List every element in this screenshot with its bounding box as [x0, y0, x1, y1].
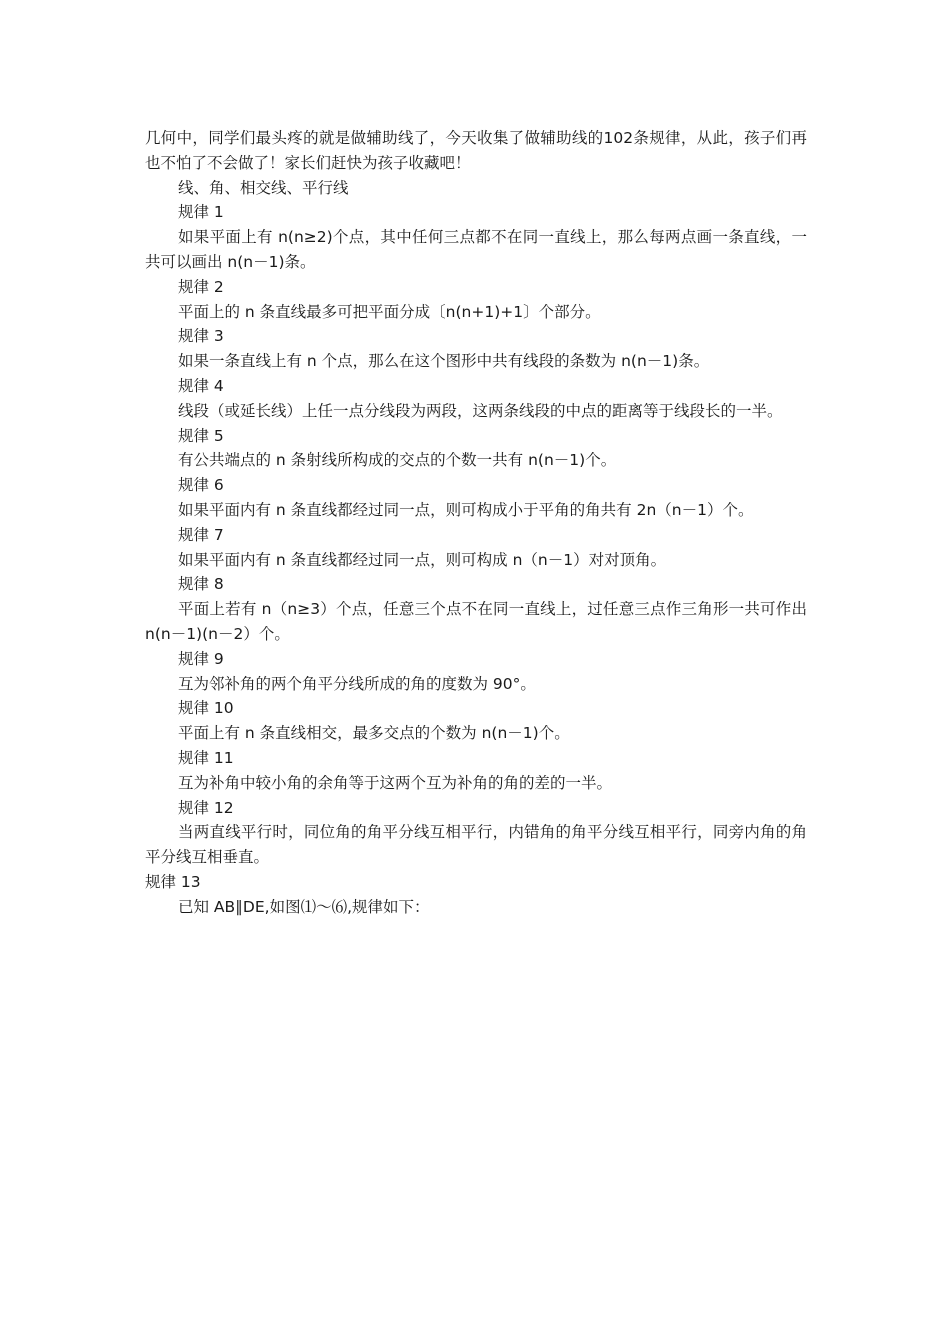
rule-11-text: 互为补角中较小角的余角等于这两个互为补角的角的差的一半。: [178, 773, 613, 792]
rule-9-title: 规律 9: [178, 649, 224, 668]
document-body: [145, 126, 807, 920]
section-title: 线、角、相交线、平行线: [178, 178, 349, 197]
rule-12-title: 规律 12: [178, 798, 234, 817]
rule-1-title: 规律 1: [178, 203, 224, 222]
intro-paragraph: 几何中，同学们最头疼的就是做辅助线了，今天收集了做辅助线的102条规律，从此，孩子们再也不怕了不会做了！家长们赶快为孩子收藏吧！: [145, 129, 807, 172]
rule-1-text: 如果平面上有 n(n≥2)个点，其中任何三点都不在同一直线上，那么每两点画一条直线，一共可以画出 n(n－1)条。: [145, 228, 807, 271]
rule-8-text: 平面上若有 n（n≥3）个点，任意三个点不在同一直线上，过任意三点作三角形一共可作出 n(n－1)(n－2）个。: [145, 600, 807, 643]
rule-3-text: 如果一条直线上有 n 个点，那么在这个图形中共有线段的条数为 n(n－1)条。: [178, 352, 710, 371]
rule-3-title: 规律 3: [178, 327, 224, 346]
rule-11-title: 规律 11: [178, 748, 234, 767]
rule-13-title: 规律 13: [145, 872, 201, 891]
rule-6-text: 如果平面内有 n 条直线都经过同一点，则可构成小于平角的角共有 2n（n－1）个。: [178, 500, 754, 519]
rule-10-text: 平面上有 n 条直线相交，最多交点的个数为 n(n－1)个。: [178, 724, 570, 743]
rule-4-text: 线段（或延长线）上任一点分线段为两段，这两条线段的中点的距离等于线段长的一半。: [178, 401, 783, 420]
rule-2-text: 平面上的 n 条直线最多可把平面分成〔n(n+1)+1〕个部分。: [178, 302, 601, 321]
rule-5-title: 规律 5: [178, 426, 224, 445]
rule-7-text: 如果平面内有 n 条直线都经过同一点，则可构成 n（n－1）对对顶角。: [178, 550, 667, 569]
rule-7-title: 规律 7: [178, 525, 224, 544]
rule-12-text: 当两直线平行时，同位角的角平分线互相平行，内错角的角平分线互相平行，同旁内角的角平分线互相垂直。: [145, 823, 807, 867]
rule-13-text: 已知 AB∥DE,如图⑴～⑹,规律如下：: [178, 897, 430, 916]
rule-10-title: 规律 10: [178, 699, 234, 718]
rule-5-text: 有公共端点的 n 条射线所构成的交点的个数一共有 n(n－1)个。: [178, 451, 617, 470]
rule-4-title: 规律 4: [178, 376, 224, 395]
rule-6-title: 规律 6: [178, 476, 224, 495]
rule-9-text: 互为邻补角的两个角平分线所成的角的度数为 90°。: [178, 674, 536, 693]
rule-8-title: 规律 8: [178, 575, 224, 594]
rule-2-title: 规律 2: [178, 277, 224, 296]
